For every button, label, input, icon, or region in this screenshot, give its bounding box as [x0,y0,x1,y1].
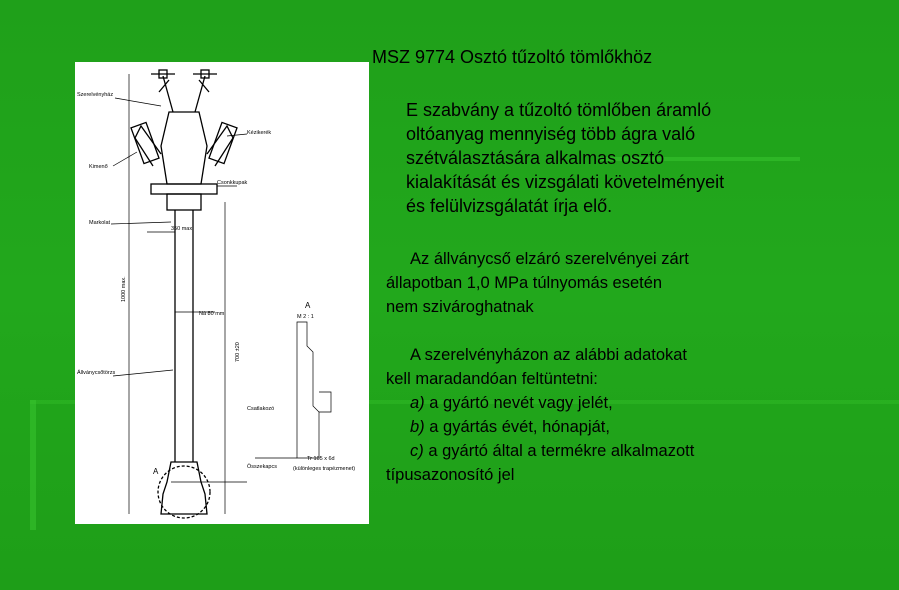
label-handwheel: Kézikerék [247,130,272,136]
label-detail-scale: M 2 : 1 [297,314,314,320]
pressure-line: állapotban 1,0 MPa túlnyomás esetén [386,274,663,292]
intro-line: kialakítását és vizsgálati követelményeit [406,172,725,192]
pressure-paragraph [386,247,806,319]
slide-title: MSZ 9774 Osztó tűzoltó tömlőkhöz [372,47,653,67]
pressure-line: nem szivároghatnak [386,298,534,316]
marking-item-a [386,391,826,415]
label-tube-length: 700 ±20 [235,342,241,362]
label-stand-pipe: Állványcsőtörzs [77,370,116,376]
label-section-mark: A [153,467,159,476]
label-min-gap: Ná 80 mm [199,311,225,317]
intro-paragraph [406,98,826,218]
label-outlet: Kimenő [89,164,108,170]
marking-item-b [386,415,826,439]
intro-line: szétválasztására alkalmas osztó [406,148,665,168]
bg-stripe-left [30,400,36,530]
marking-paragraph [386,343,826,487]
marking-lead-line: A szerelvényházon az alábbi adatokat [410,346,688,364]
label-total-height: 1000 max. [121,276,127,302]
item-label: c) [410,442,424,460]
technical-drawing-svg [75,62,369,524]
intro-line: oltóanyag mennyiség több ágra való [406,124,696,144]
label-detail: A [305,301,311,310]
marking-tail-line: típusazonosító jel [386,466,515,484]
item-label: b) [410,418,425,436]
intro-line: és felülvizsgálatát írja elő. [406,196,613,216]
label-max-width: 350 max [171,226,193,232]
label-handle: Markolat [89,220,111,226]
item-text: a gyártó nevét vagy jelét, [429,394,613,412]
label-thread-note: (különleges trapézmenet) [293,466,356,472]
hydrant-drawing [75,62,369,524]
label-sealing-ring: Csatlakozó [247,406,275,412]
label-coupling-cap: Csonkkupak [217,180,248,186]
marking-lead-line: kell maradandóan feltüntetni: [386,370,598,388]
pressure-line: Az állványcső elzáró szerelvényei zárt [410,250,689,268]
label-thread: Tr 105 x 6d [307,456,335,462]
intro-line: E szabvány a tűzoltó tömlőben áramló [406,100,712,120]
item-text: a gyártás évét, hónapját, [429,418,610,436]
item-text: a gyártó által a termékre alkalmazott [428,442,695,460]
marking-item-c [386,439,826,463]
label-connector: Összekapcs [247,464,277,470]
item-label: a) [410,394,425,412]
label-valve-housing: Szerelvényház [77,92,114,98]
